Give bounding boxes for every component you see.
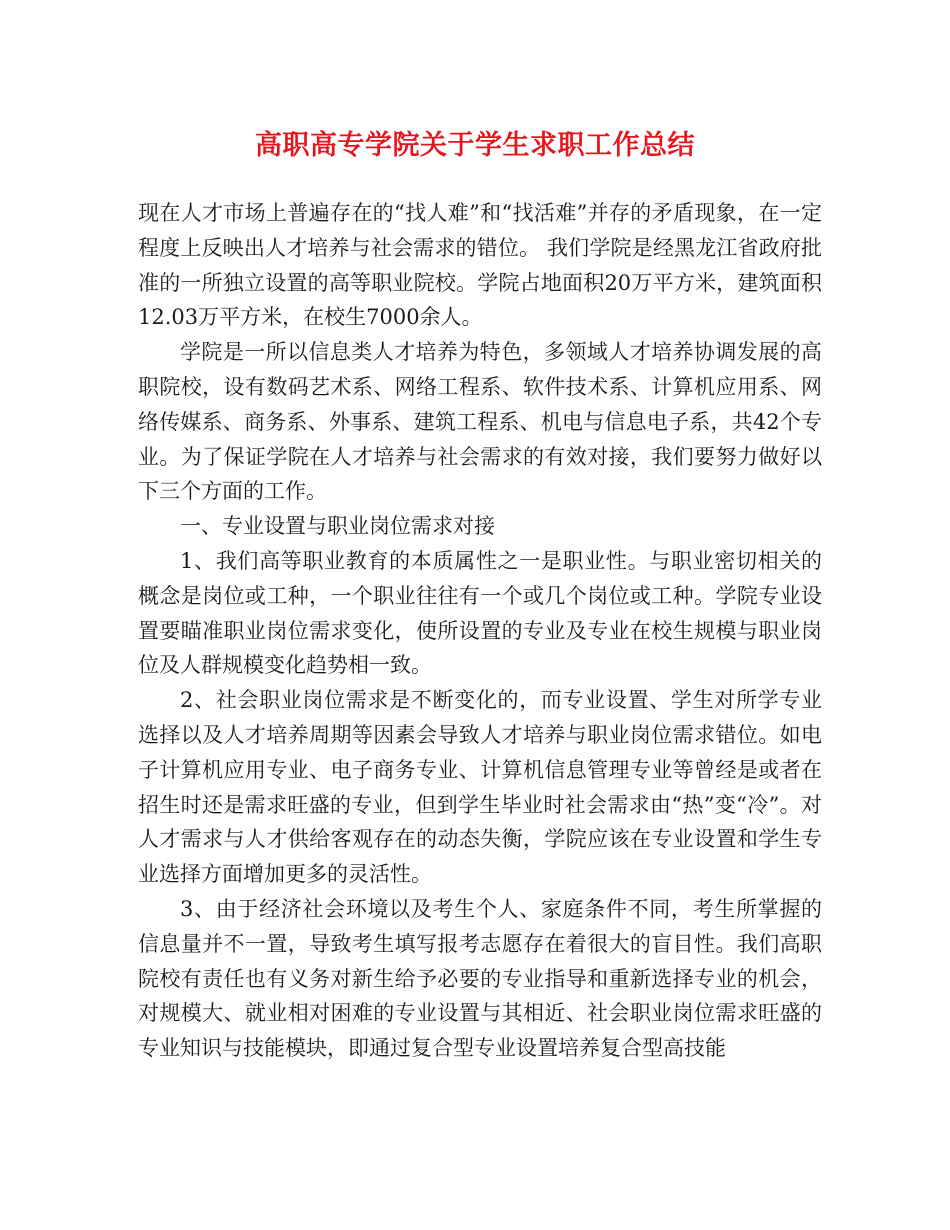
paragraph-point-2: 2、社会职业岗位需求是不断变化的，而专业设置、学生对所学专业选择以及人才培养周期等因素会导致人才培养与职业岗位需求错位。如电子计算机应用专业、电子商务专业、计算机信息管理专业等曾经是或者在招生时还是需求旺盛的专业，但到学生毕业时社会需求由“热”变“冷”。对人才需求与人才供给客观存在的动态失衡，学院应该在专业设置和学生专业选择方面增加更多的灵活性。 — [138, 688, 822, 887]
section-heading-1: 一、专业设置与职业岗位需求对接 — [180, 514, 495, 539]
paragraph-point-3: 3、由于经济社会环境以及考生个人、家庭条件不同，考生所掌握的信息量并不一置，导致考生填写报考志愿存在着很大的盲目性。我们高职院校有责任也有义务对新生给予必要的专业指导和重新选择专业的机会，对规模大、就业相对困难的专业设置与其相近、社会职业岗位需求旺盛的专业知识与技能模块，即通过复合型专业设置培养复合型高技能 — [138, 896, 822, 1061]
paragraph-point-1: 1、我们高等职业教育的本质属性之一是职业性。与职业密切相关的概念是岗位或工种，一个职业往往有一个或几个岗位或工种。学院专业设置要瞄准职业岗位需求变化，使所设置的专业及专业在校生规模与职业岗位及人群规模变化趋势相一致。 — [138, 548, 822, 678]
document-body — [138, 196, 822, 1066]
document-title: 高职高专学院关于学生求职工作总结 — [255, 130, 695, 161]
paragraph-intro: 现在人才市场上普遍存在的“找人难”和“找活难”并存的矛盾现象，在一定程度上反映出人才培养与社会需求的错位。 我们学院是经黑龙江省政府批准的一所独立设置的高等职业院校。学院占地面积20万平方米，建筑面积12.03万平方米，在校生7000余人。 — [138, 201, 822, 330]
paragraph-college-overview: 学院是一所以信息类人才培养为特色，多领域人才培养协调发展的高职院校，设有数码艺术系、网络工程系、软件技术系、计算机应用系、网络传媒系、商务系、外事系、建筑工程系、机电与信息电子系，共42个专业。为了保证学院在人才培养与社会需求的有效对接，我们要努力做好以下三个方面的工作。 — [138, 340, 822, 504]
